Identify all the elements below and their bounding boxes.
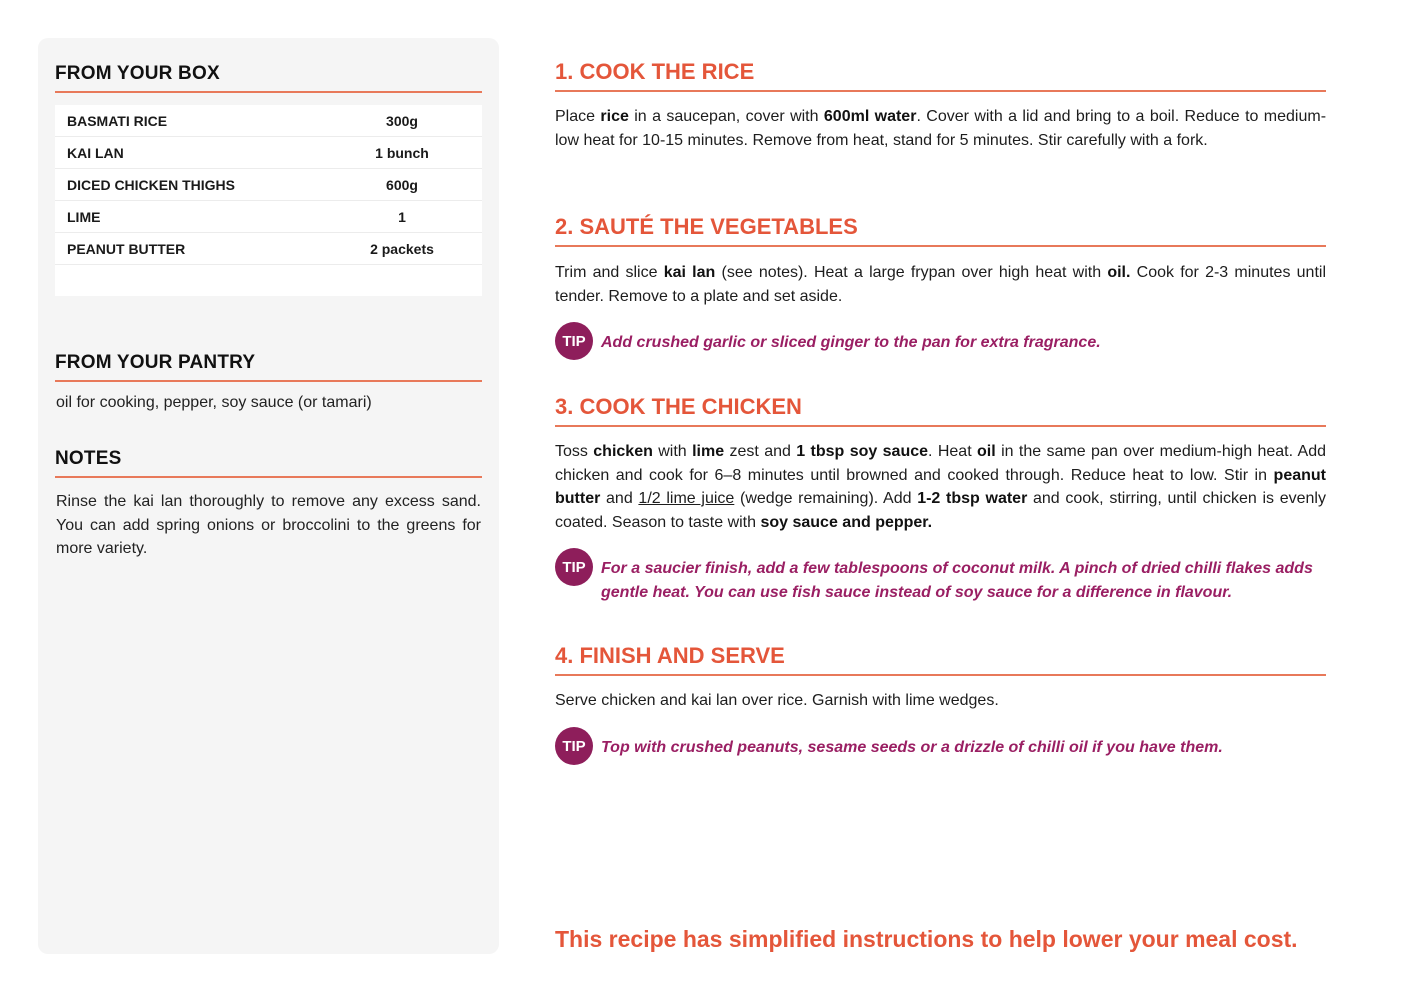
ingredient-row [55,137,482,169]
ingredient-name: KAI LAN [55,137,322,169]
bold-ingredient: lime [692,443,725,460]
step-3-title: 3. COOK THE CHICKEN [555,394,1326,427]
instruction-text: in the same pan over medium-high heat. Add chicken and cook for 6–8 minutes until browned and cooked through. Reduce heat to low. Stir in [555,443,1327,484]
ingredient-name: LIME [55,201,322,233]
ingredient-row [55,201,482,233]
ingredient-quantity: 2 packets [322,233,482,265]
instruction-text: and [600,490,639,507]
ingredient-row [55,105,482,137]
instruction-text: Toss [555,443,594,460]
instruction-text: with [652,443,693,460]
step-2-tip-text: Add crushed garlic or sliced ginger to the pan for extra fragrance. [601,334,1101,351]
ingredient-name: BASMATI RICE [55,105,322,137]
bold-ingredient: rice [600,108,629,125]
ingredient-row [55,169,482,201]
step-2-text [555,261,1326,308]
tip-badge: TIP [555,322,593,360]
empty-row [55,265,482,297]
ingredient-name: DICED CHICKEN THIGHS [55,169,322,201]
instruction-text: in a saucepan, cover with [628,108,824,125]
pantry-list: oil for cooking, pepper, soy sauce (or tamari) [56,394,372,411]
step-4-tip-text: Top with crushed peanuts, sesame seeds or a drizzle of chilli oil if you have them. [601,739,1223,756]
bold-ingredient: 1-2 tbsp water [917,490,1028,507]
bold-ingredient: chicken [593,443,653,460]
instruction-text: . Heat [928,443,978,460]
instruction-text: Place [555,108,601,125]
instruction-text: Serve chicken and kai lan over rice. Garnish with lime wedges. [555,692,999,709]
underlined-text: 1/2 lime juice [638,490,735,507]
ingredient-quantity: 600g [322,169,482,201]
ingredient-name: PEANUT BUTTER [55,233,322,265]
bold-ingredient: 600ml water [823,108,917,125]
bold-ingredient: soy sauce and pepper. [760,513,933,531]
step-3-text [555,440,1326,534]
instruction-text: zest and [724,443,797,460]
instruction-text: (see notes). Heat a large frypan over high heat with [715,264,1108,281]
bold-ingredient: kai lan [663,264,716,281]
ingredient-quantity: 1 bunch [322,137,482,169]
instruction-text: Cook for 2-3 minutes until tender. Remove to a plate and set aside. [555,264,1326,305]
from-your-box-heading: FROM YOUR BOX [55,63,482,93]
box-ingredients-table [55,105,482,296]
ingredients-panel [38,38,499,954]
bold-ingredient: oil. [1107,264,1131,281]
instruction-text: (wedge remaining). Add [734,490,918,507]
bold-ingredient: 1 tbsp soy sauce [796,443,929,460]
from-your-pantry-heading: FROM YOUR PANTRY [55,352,482,382]
notes-text: Rinse the kai lan thoroughly to remove any excess sand. You can add spring onions or broccolini to the greens for more variety. [56,493,481,557]
bold-ingredient: oil [977,443,996,460]
step-3-tip-text: For a saucier finish, add a few tablespoons of coconut milk. A pinch of dried chilli flakes adds gentle heat. You can use fish sauce instead of soy sauce for a difference in flavour. [601,560,1313,601]
ingredient-row [55,233,482,265]
step-2-title: 2. SAUTÉ THE VEGETABLES [555,214,1326,247]
bold-ingredient: peanut butter [555,466,1326,507]
instruction-text: . Cover with a lid and bring to a boil. Reduce to medium-low heat for 10-15 minutes. Remove from heat, stand for 5 minutes. Stir carefully with a fork. [555,108,1327,149]
tip-badge: TIP [555,548,593,586]
notes-heading: NOTES [55,448,482,478]
step-4-title: 4. FINISH AND SERVE [555,643,1326,676]
step-4-text [555,689,1326,713]
step-1-title: 1. COOK THE RICE [555,59,1326,92]
instruction-text: and cook, stirring, until chicken is evenly coated. Season to taste with [555,490,1326,531]
instruction-text: Trim and slice [555,264,664,281]
step-1-text [555,105,1326,152]
tip-badge: TIP [555,727,593,765]
footer-note: This recipe has simplified instructions to help lower your meal cost. [555,926,1298,952]
ingredient-quantity: 300g [322,105,482,137]
ingredient-quantity: 1 [322,201,482,233]
